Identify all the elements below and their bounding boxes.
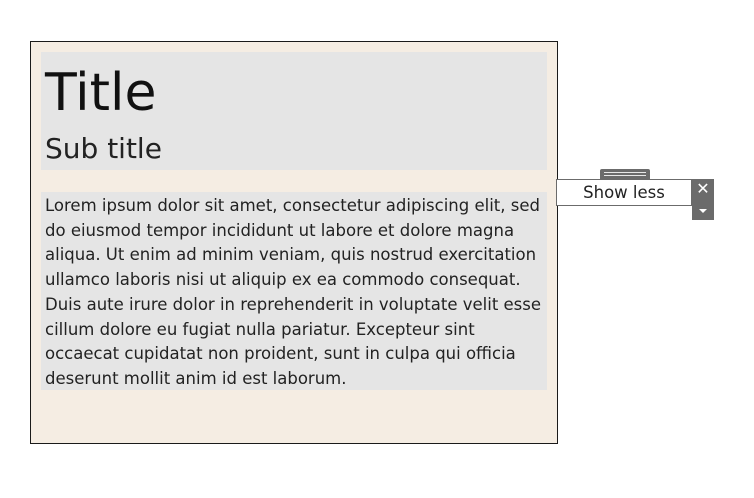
text-container[interactable]	[30, 41, 558, 444]
title-text: Title	[45, 63, 157, 123]
caret-shape	[699, 209, 707, 213]
control-side-buttons	[692, 179, 714, 220]
subtitle-text: Sub title	[45, 132, 162, 165]
drag-handle-icon[interactable]	[600, 169, 650, 179]
body-text: Lorem ipsum dolor sit amet, consectetur adipiscing elit, sed do eiusmod tempor incididunt ut labore et dolore magna aliqua. Ut enim ad minim veniam, quis nostrud exercitation ullamco laboris nisi ut aliquip ex ea commodo consequat. Duis aute irure dolor in reprehenderit in voluptate velit esse cillum dolore eu fugiat nulla pariatur. Excepteur sint occaecat cupidatat non proident, sunt in culpa qui officia deserunt mollit anim id est laborum.	[45, 196, 542, 388]
body-block	[41, 192, 547, 390]
show-less-button[interactable]: Show less	[556, 179, 692, 206]
close-icon[interactable]: ✕	[696, 179, 710, 198]
grip-line	[604, 172, 646, 173]
title-block	[41, 52, 547, 170]
collapse-control	[556, 169, 714, 221]
grip-line	[604, 175, 646, 176]
chevron-down-icon[interactable]	[692, 201, 714, 220]
